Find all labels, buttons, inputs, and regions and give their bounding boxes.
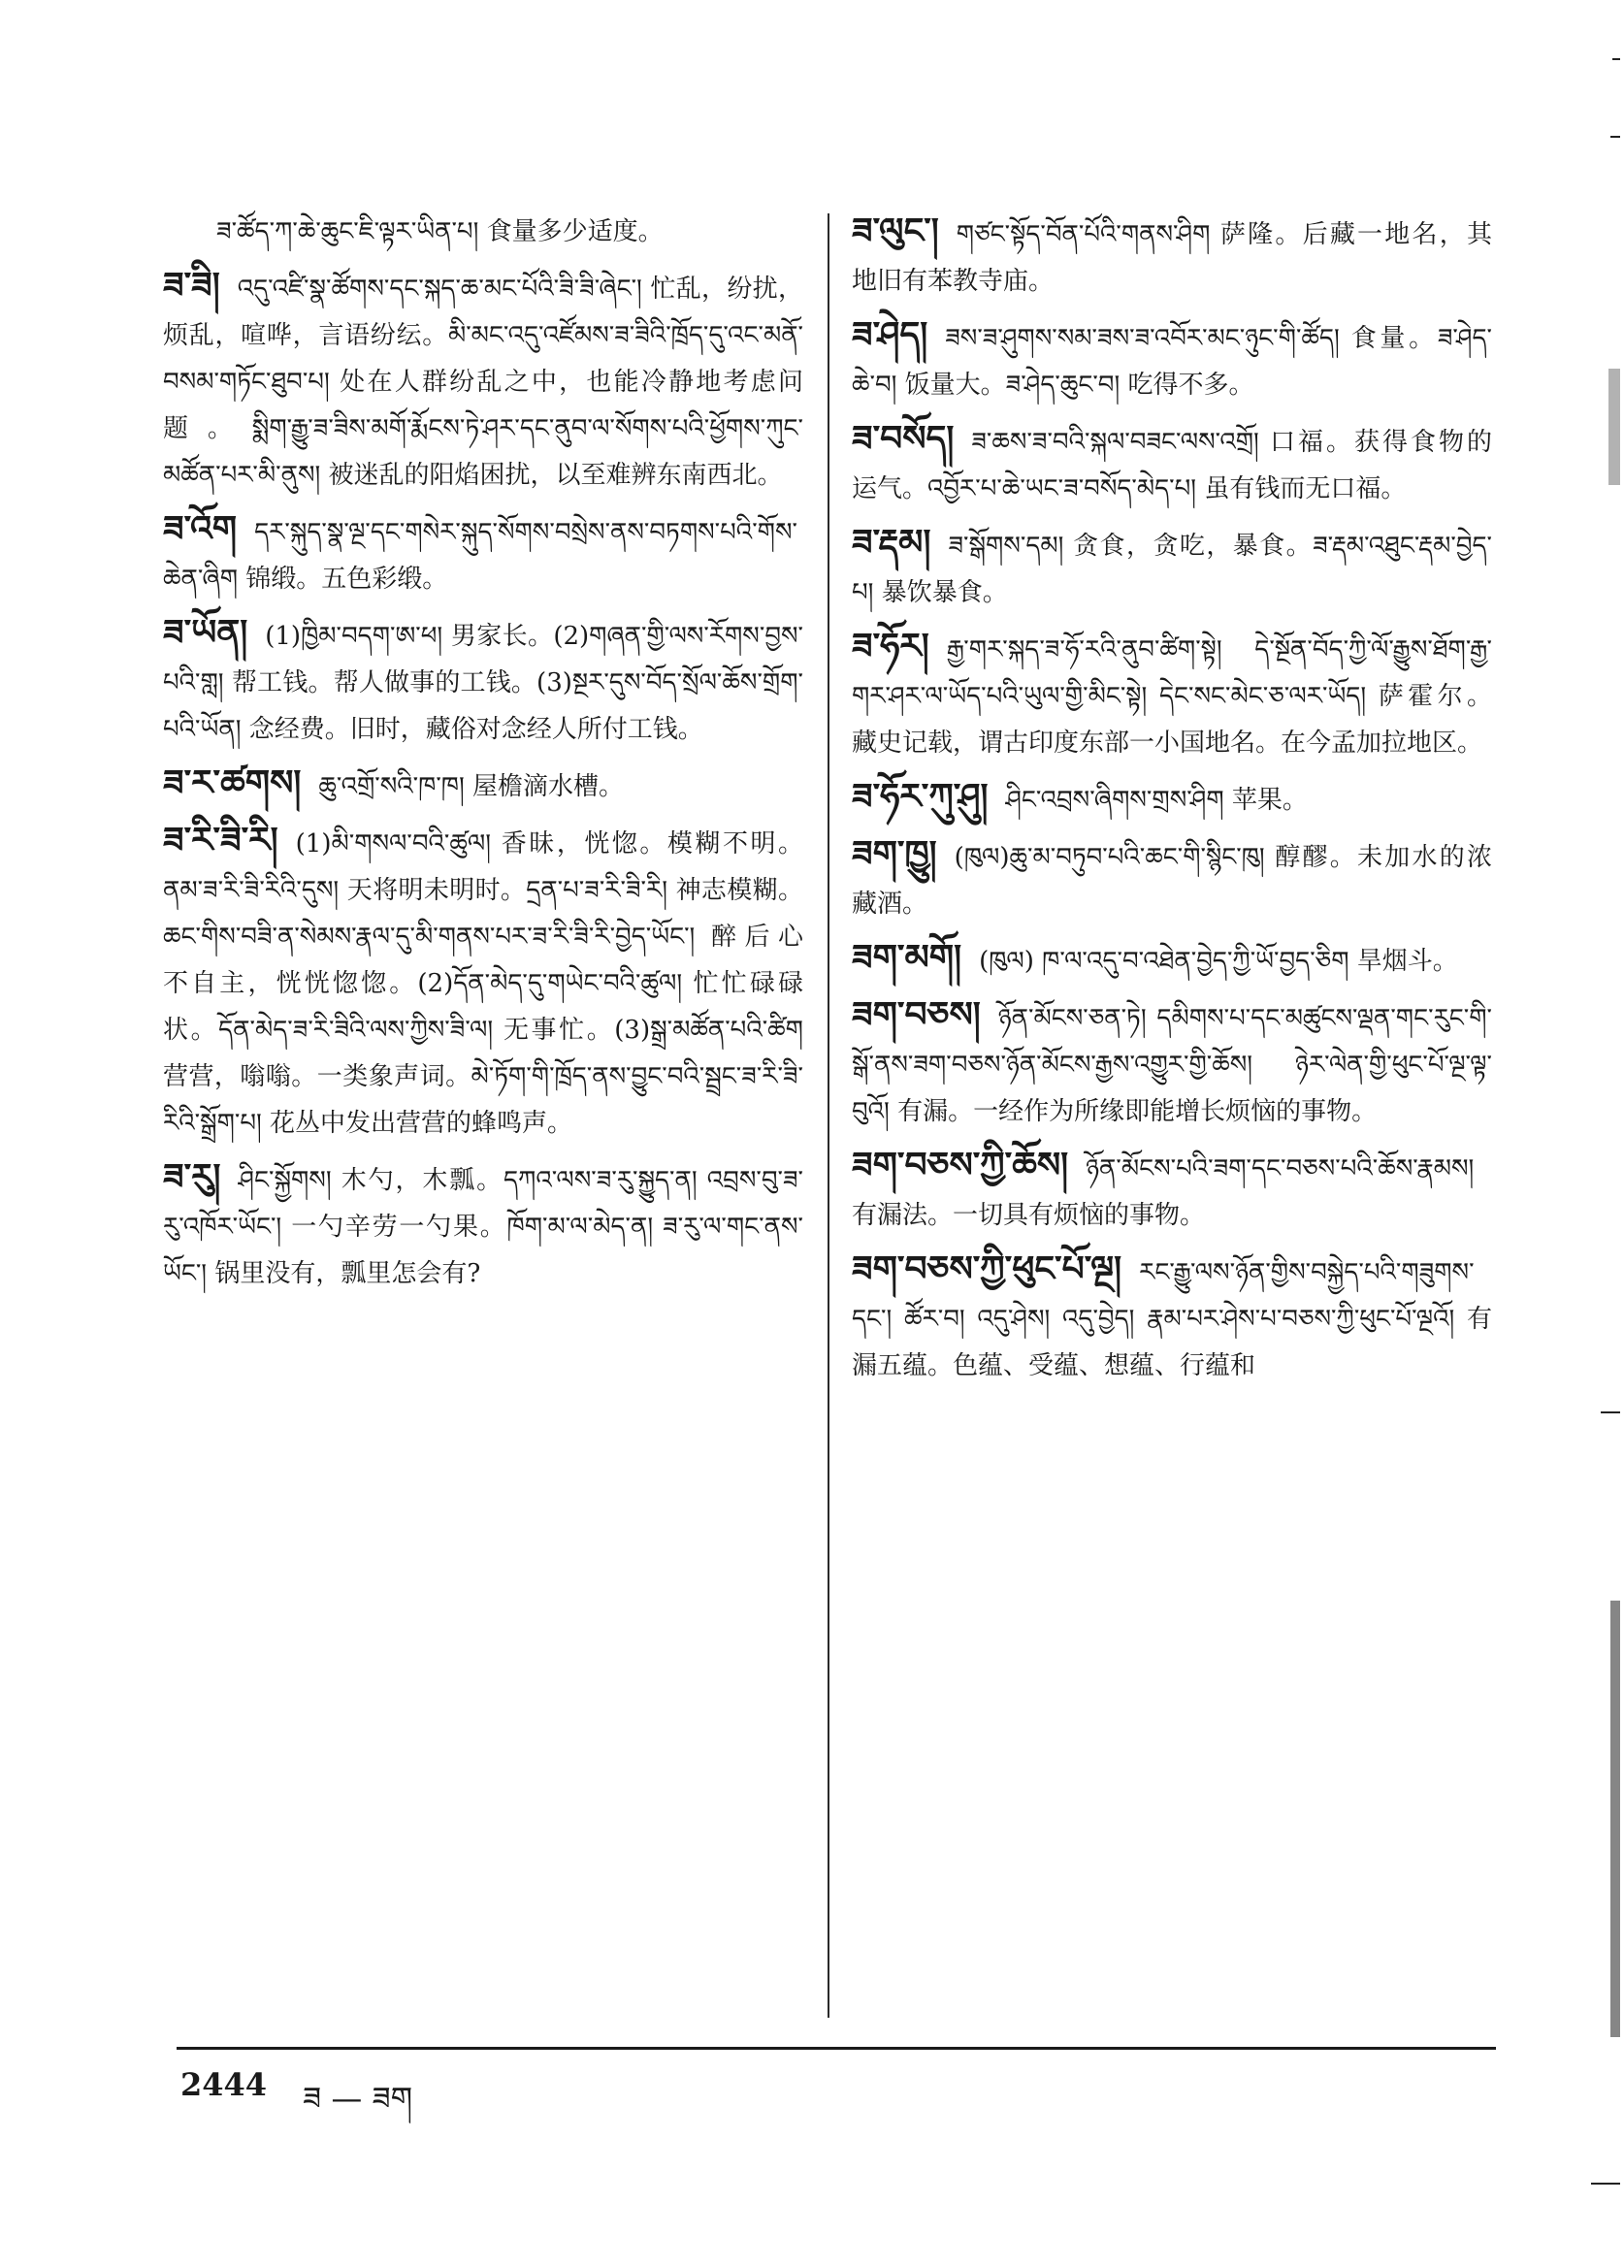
entry-body: (ཁུལ)ཆུ་མ་བཏུབ་པའི་ཆང་གི་སྙིང་ཁུ། 醇醪。未加水的浓藏酒。	[852, 843, 1492, 919]
dictionary-entry	[852, 831, 1492, 927]
entry-body: རང་རྒྱུ་ལས་ཉོན་གྱིས་བསྐྱེད་པའི་གཟུགས་དང་། ཚོར་བ། འདུ་ཤེས། འདུ་བྱེད། རྣམ་པར་ཤེས་པ་བཅས་ཀྱི་ཕུང་པོ་ལྔའོ། 有漏五蕴。色蕴、受蕴、想蕴、行蕴和	[852, 1258, 1492, 1380]
entry-continuation	[163, 209, 803, 255]
entry-body: ཟ་ཚོད་ཀ་ཆེ་ཆུང་ཇི་ལྟར་ཡིན་པ། 食量多少适度。	[216, 217, 664, 246]
entry-body: འདུ་འཛི་སྣ་ཚོགས་དང་སྐད་ཆ་མང་པོའི་ཟི་ཟི་ཞེང་། 忙乱，纷扰，烦乱，喧哗，言语纷纭。མི་མང་འདུ་འཛོམས་ཟ་ཟིའི་ཁྲོད་དུ་འང་མནོ་བསམ་གཏོང་ཐུབ་པ། 处在人群纷乱之中，也能冷静地考虑问题。སྨིག་རྒྱུ་ཟ་ཟིས་མགོ་རྨོངས་ཏེ་ཤར་དང་ནུབ་ལ་སོགས་པའི་ཕྱོགས་ཀུང་མཚོན་པར་མི་ནུས། 被迷乱的阳焰困扰，以至难辨东南西北。	[163, 275, 803, 490]
entry-headword: ཟག་བཅས་ཀྱི་ཆོས།	[852, 1146, 1069, 1185]
dictionary-entry	[163, 761, 803, 810]
entry-headword: ཟ་འོག	[163, 509, 238, 549]
dictionary-entry	[163, 818, 803, 1147]
right-column	[852, 209, 1492, 1397]
dictionary-entry	[852, 1247, 1492, 1389]
entry-body: ཟ་སྒོགས་དམ། 贪食，贪吃，暴食。ཟ་རྡམ་འཐུང་རྡམ་བྱེད་པ། 暴饮暴食。	[852, 532, 1492, 607]
dictionary-entry	[852, 624, 1492, 766]
entry-headword: ཟ་བསོད།	[852, 419, 955, 459]
entry-headword: ཟ་ཧོར།	[852, 627, 929, 666]
entry-body: གཙང་སྟོད་བོན་པོའི་གནས་ཤིག 萨隆。后藏一地名，其地旧有苯教寺庙。	[852, 220, 1492, 296]
scan-edge-mark	[1610, 136, 1620, 138]
entry-body: ཉོན་མོངས་ཅན་ཏེ། དམིགས་པ་དང་མཚུངས་ལྡན་གང་རུང་གི་སྒོ་ནས་ཟག་བཅས་ཉོན་མོངས་རྒྱས་འགྱུར་གྱི་ཆོས། ཉེར་ལེན་གྱི་ཕུང་པོ་ལྔ་ལྟ་བུའོ། 有漏。一经作为所缘即能增长烦恼的事物。	[852, 1004, 1492, 1126]
entry-headword: ཟ་ཡོན།	[163, 613, 248, 653]
entry-headword: ཟག་མགོ།	[852, 938, 962, 978]
entry-body: ཆུ་འགྲོ་སའི་ཁ་ཁ། 屋檐滴水槽。	[318, 772, 625, 801]
footer-rule	[177, 2047, 1496, 2050]
entry-headword: ཟ་ལུང་།	[852, 211, 939, 251]
dictionary-entry	[163, 263, 803, 499]
dictionary-entry	[852, 209, 1492, 305]
entry-headword: ཟག་ཁྱུ།	[852, 834, 937, 874]
left-column	[163, 209, 803, 1305]
entry-headword: ཟ་ཧོར་ཀུ་ཤུ།	[852, 777, 989, 817]
entry-body: (1)མི་གསལ་བའི་ཚུལ། 香昧，恍惚。模糊不明。ནམ་ཟ་རི་ཟི་རིའི་དུས། 天将明未明时。དྲན་པ་ཟ་རི་ཟི་རི། 神志模糊。ཆང་གིས་བཟི་ན་སེམས་རྣལ་དུ་མི་གནས་པར་ཟ་རི་ཟི་རི་བྱེད་ཡོང་། 醉后心不自主，恍恍惚惚。(2)དོན་མེད་དུ་གཡེང་བའི་ཚུལ། 忙忙碌碌状。དོན་མེད་ཟ་རི་ཟིའི་ལས་ཀྱིས་ཟི་ལ། 无事忙。(3)སྒྲ་མཚོན་པའི་ཚིག 营营，嗡嗡。一类象声词。མེ་ཏོག་གི་ཁྲོད་ནས་བྱུང་བའི་སྦྲང་ཟ་རི་ཟི་རིའི་སྒྲོག་པ། 花丛中发出营营的蜂鸣声。	[163, 829, 803, 1138]
entry-headword: ཟ་རྡམ།	[852, 523, 931, 563]
dictionary-entry	[852, 312, 1492, 408]
page-number: 2444	[180, 2066, 268, 2103]
entry-headword: ཟག་བཅས་ཀྱི་ཕུང་པོ་ལྔ།	[852, 1249, 1122, 1289]
page-headword-range: ཟ — ཟག	[303, 2080, 413, 2117]
scan-edge-mark	[1591, 2183, 1620, 2185]
dictionary-entry	[852, 774, 1492, 824]
entry-body: (1)ཁྱིམ་བདག་ཨ་ཕ། 男家长。(2)གཞན་གྱི་ལས་རོགས་བྱས་པའི་གླ། 帮工钱。帮人做事的工钱。(3)སྔར་དུས་བོད་སྲོལ་ཆོས་གྲོག་པའི་ཡོན། 念经费。旧时，藏俗对念经人所付工钱。	[163, 622, 803, 744]
dictionary-entry	[163, 1154, 803, 1297]
column-divider	[828, 213, 829, 2018]
dictionary-entry	[852, 416, 1492, 512]
entry-headword: ཟག་བཅས།	[852, 995, 981, 1035]
entry-headword: ཟ་ཤེད།	[852, 315, 928, 355]
dictionary-entry	[163, 610, 803, 753]
entry-body: དར་སྐུད་སྣ་ལྔ་དང་གསེར་སྐུད་སོགས་བསྲེས་ནས་བཏགས་པའི་གོས་ཆེན་ཞིག 锦缎。五色彩缎。	[163, 518, 797, 594]
entry-headword: ཟ་ར་ཚགས།	[163, 763, 302, 803]
entry-headword: ཟ་རུ།	[163, 1157, 221, 1197]
dictionary-entry	[852, 520, 1492, 616]
scan-edge-mark	[1610, 1601, 1620, 2037]
scan-edge-mark	[1612, 58, 1620, 60]
dictionary-entry	[852, 1143, 1492, 1239]
entry-headword: ཟ་ཟི།	[163, 266, 220, 306]
scan-edge-mark	[1601, 1411, 1620, 1413]
dictionary-entry	[852, 992, 1492, 1135]
dictionary-entry	[852, 935, 1492, 985]
entry-body: ཤིང་འབྲས་ཞིགས་གྲས་ཤིག 苹果。	[1005, 786, 1308, 815]
entry-body: ཤིང་སྐྱོགས། 木勺，木瓢。དཀའ་ལས་ཟ་རུ་སྐྱུད་ན། འབྲས་བུ་ཟ་རུ་འཁོར་ཡོང་། 一勺辛劳一勺果。ཁོག་མ་ལ་མེད་ན། ཟ་རུ་ལ་གང་ནས་ཡོང་། 锅里没有，瓢里怎会有?	[163, 1166, 803, 1288]
entry-body: ཟས་ཟ་ཤུགས་སམ་ཟས་ཟ་འབོར་མང་ཉུང་གི་ཚོད། 食量。ཟ་ཤེད་ཆེ་བ། 饭量大。ཟ་ཤེད་ཆུང་བ། 吃得不多。	[852, 324, 1492, 400]
scan-edge-mark	[1608, 369, 1620, 485]
dictionary-entry	[163, 506, 803, 602]
entry-body: ཟ་ཆས་ཟ་བའི་སྐལ་བཟང་ལས་འགྲོ། 口福。获得食物的运气。འབྱོར་པ་ཆེ་ཡང་ཟ་བསོད་མེད་པ། 虽有钱而无口福。	[852, 428, 1492, 503]
entry-body: (ཁུལ) ཁ་ལ་འདུ་བ་འཐེན་བྱེད་ཀྱི་ཡོ་བྱད་ཅིག 旱烟斗。	[979, 947, 1458, 976]
entry-headword: ཟ་རི་ཟི་རི།	[163, 821, 278, 860]
entry-body: རྒྱ་གར་སྐད་ཟ་ཧོ་རའི་ནུབ་ཚིག་སྟེ། དེ་སྔོན་བོད་ཀྱི་ལོ་རྒྱུས་ཐོག་རྒྱ་གར་ཤར་ལ་ཡོད་པའི་ཡུལ་གྱི་མིང་སྟེ། དེང་སང་མེང་ཅ་ལར་ཡོད། 萨霍尔。藏史记载，谓古印度东部一小国地名。在今孟加拉地区。	[852, 635, 1492, 758]
entry-body: ཉོན་མོངས་པའི་ཟག་དང་བཅས་པའི་ཆོས་རྣམས། 有漏法。一切具有烦恼的事物。	[852, 1154, 1475, 1230]
